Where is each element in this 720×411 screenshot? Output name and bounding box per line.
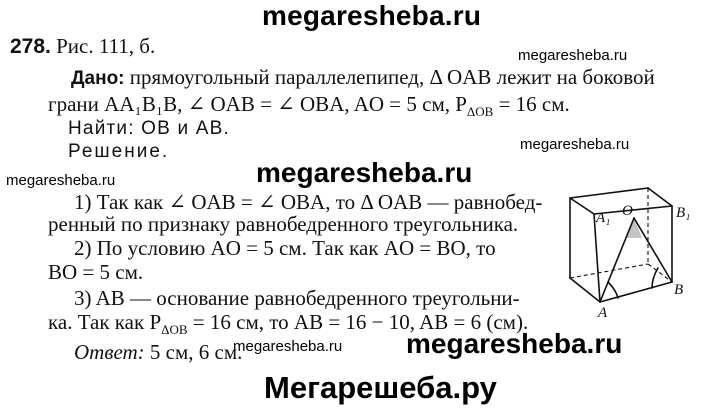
find-line: Найти: OB и AB. — [68, 118, 231, 139]
watermark-bottom-small: megaresheba.ru — [233, 338, 343, 355]
step2-line1: 2) По условию AO = 5 см. Так как AO = BO, то — [74, 236, 496, 260]
watermark-footer: Мегарешеба.ру — [264, 370, 497, 405]
step3-line2 — [48, 312, 528, 336]
given-line-2 — [48, 94, 570, 118]
step3-subscript: ΔOB — [161, 322, 188, 338]
problem-number: 278. — [10, 35, 51, 58]
step3-text-a: ка. Так как P — [48, 310, 162, 334]
label-o: O — [622, 203, 633, 219]
step1-line1: 1) Так как ∠ OAB = ∠ OBA, то Δ OAB — равнобед- — [74, 190, 543, 214]
watermark-left: megaresheba.ru — [6, 172, 116, 189]
parallelepiped-figure — [560, 178, 710, 328]
edge-a1-a — [594, 214, 600, 302]
label-a: A — [598, 305, 608, 321]
edge-top-right-back — [648, 188, 672, 206]
given-text-2: грани AA₁B₁B, ∠ OAB = ∠ OBA, AO = 5 см, P — [48, 92, 467, 116]
label-b: B — [674, 282, 684, 298]
step2-line2: BO = 5 см. — [48, 260, 144, 284]
given-label: Дано: — [71, 68, 125, 89]
watermark-top: megaresheba.ru — [262, 0, 482, 31]
edge-top-back — [570, 188, 648, 198]
edge-top-back-left — [570, 198, 594, 214]
edge-bottom-left — [570, 278, 600, 302]
step3-text-b: = 16 см, то AB = 16 − 10, AB = 6 (см). — [187, 310, 529, 334]
given-text-1: прямоугольный параллелепипед, Δ OAB лежит на боковой — [129, 65, 655, 89]
answer-line — [74, 342, 242, 363]
label-a1: A₁ — [596, 210, 611, 226]
step1-line2: ренный по признаку равнобедренного треугольника. — [48, 212, 519, 236]
given-text-2-end: = 16 см. — [493, 92, 570, 116]
answer-label: Ответ: — [74, 340, 145, 364]
figure-reference: Рис. 111, б. — [56, 34, 156, 58]
solution-label: Решение. — [68, 141, 170, 162]
perimeter-subscript: ΔOB — [466, 104, 494, 120]
triangle-side-ob — [634, 218, 672, 282]
given-line-1 — [71, 67, 655, 88]
watermark-right-upper: megaresheba.ru — [518, 47, 628, 64]
problem-header — [10, 36, 155, 57]
hidden-edge-bottom-back — [570, 264, 648, 278]
watermark-bottom-big: megaresheba.ru — [406, 328, 623, 359]
watermark-middle: megaresheba.ru — [256, 157, 473, 188]
triangle-side-oa — [600, 218, 634, 302]
angle-arc-b — [652, 268, 658, 288]
hidden-edge-bottom-right — [648, 264, 672, 282]
answer-value: 5 см, 6 см. — [144, 340, 243, 364]
label-b1: B₁ — [676, 205, 691, 221]
watermark-right-lower: megaresheba.ru — [520, 136, 630, 153]
step3-line1: 3) AB — основание равнобедренного треугольни- — [74, 286, 520, 310]
angle-arc-a — [608, 282, 618, 298]
